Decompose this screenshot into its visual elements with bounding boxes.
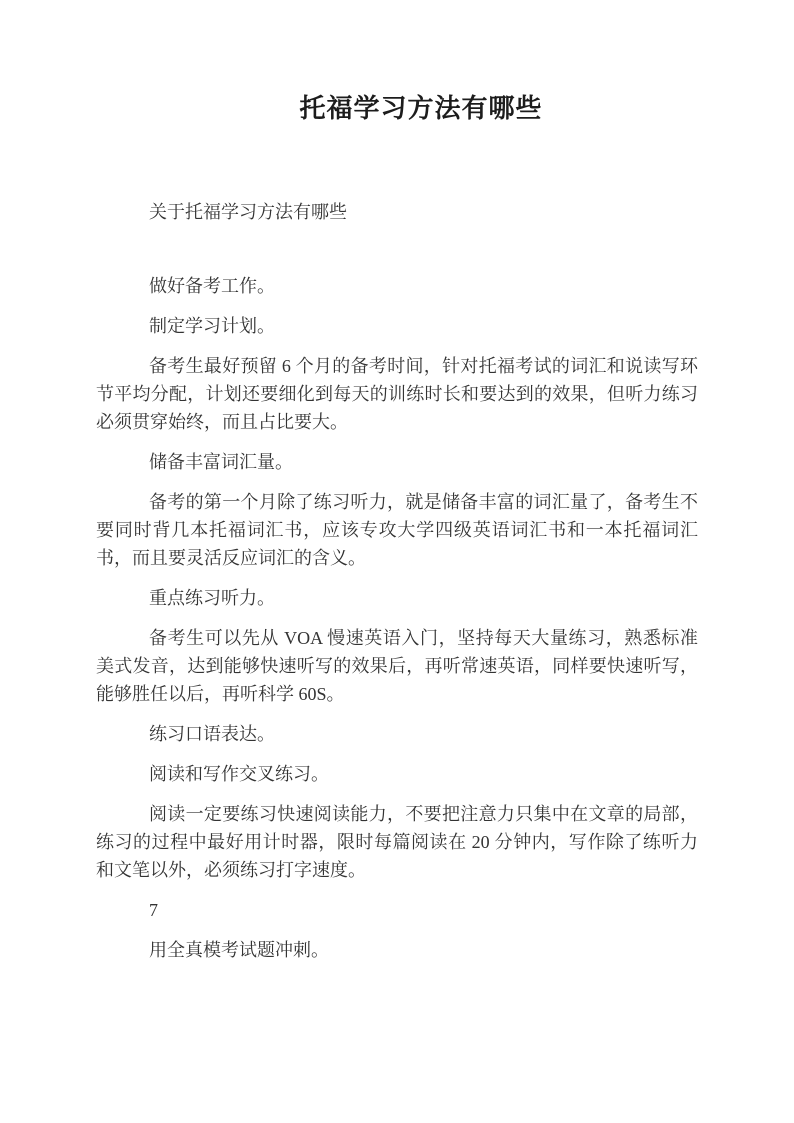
document-title: 托福学习方法有哪些 <box>299 94 543 123</box>
paragraph: 制定学习计划。 <box>149 316 275 336</box>
paragraph: 用全真模考试题冲刺。 <box>149 940 329 960</box>
paragraph: 阅读和写作交叉练习。 <box>149 764 329 784</box>
paragraph: 备考生可以先从 VOA 慢速英语入门，坚持每天大量练习，熟悉标准美式发音，达到能够快速听写的效果后，再听常速英语，同样要快速听写，能够胜任以后，再听科学 60S。 <box>96 628 698 704</box>
paragraph: 做好备考工作。 <box>149 276 275 296</box>
paragraph: 重点练习听力。 <box>149 588 275 608</box>
paragraph: 7 <box>149 900 158 920</box>
paragraph: 关于托福学习方法有哪些 <box>149 202 347 222</box>
paragraph: 备考生最好预留 6 个月的备考时间，针对托福考试的词汇和说读写环节平均分配，计划还要细化到每天的训练时长和要达到的效果，但听力练习必须贯穿始终，而且占比要大。 <box>96 356 698 432</box>
paragraph: 储备丰富词汇量。 <box>149 452 293 472</box>
paragraph: 练习口语表达。 <box>149 724 275 744</box>
paragraph: 备考的第一个月除了练习听力，就是储备丰富的词汇量了，备考生不要同时背几本托福词汇书，应该专攻大学四级英语词汇书和一本托福词汇书，而且要灵活反应词汇的含义。 <box>96 492 698 568</box>
document-body <box>96 198 698 964</box>
paragraph: 阅读一定要练习快速阅读能力，不要把注意力只集中在文章的局部，练习的过程中最好用计时器，限时每篇阅读在 20 分钟内，写作除了练听力和文笔以外，必须练习打字速度。 <box>96 804 698 880</box>
